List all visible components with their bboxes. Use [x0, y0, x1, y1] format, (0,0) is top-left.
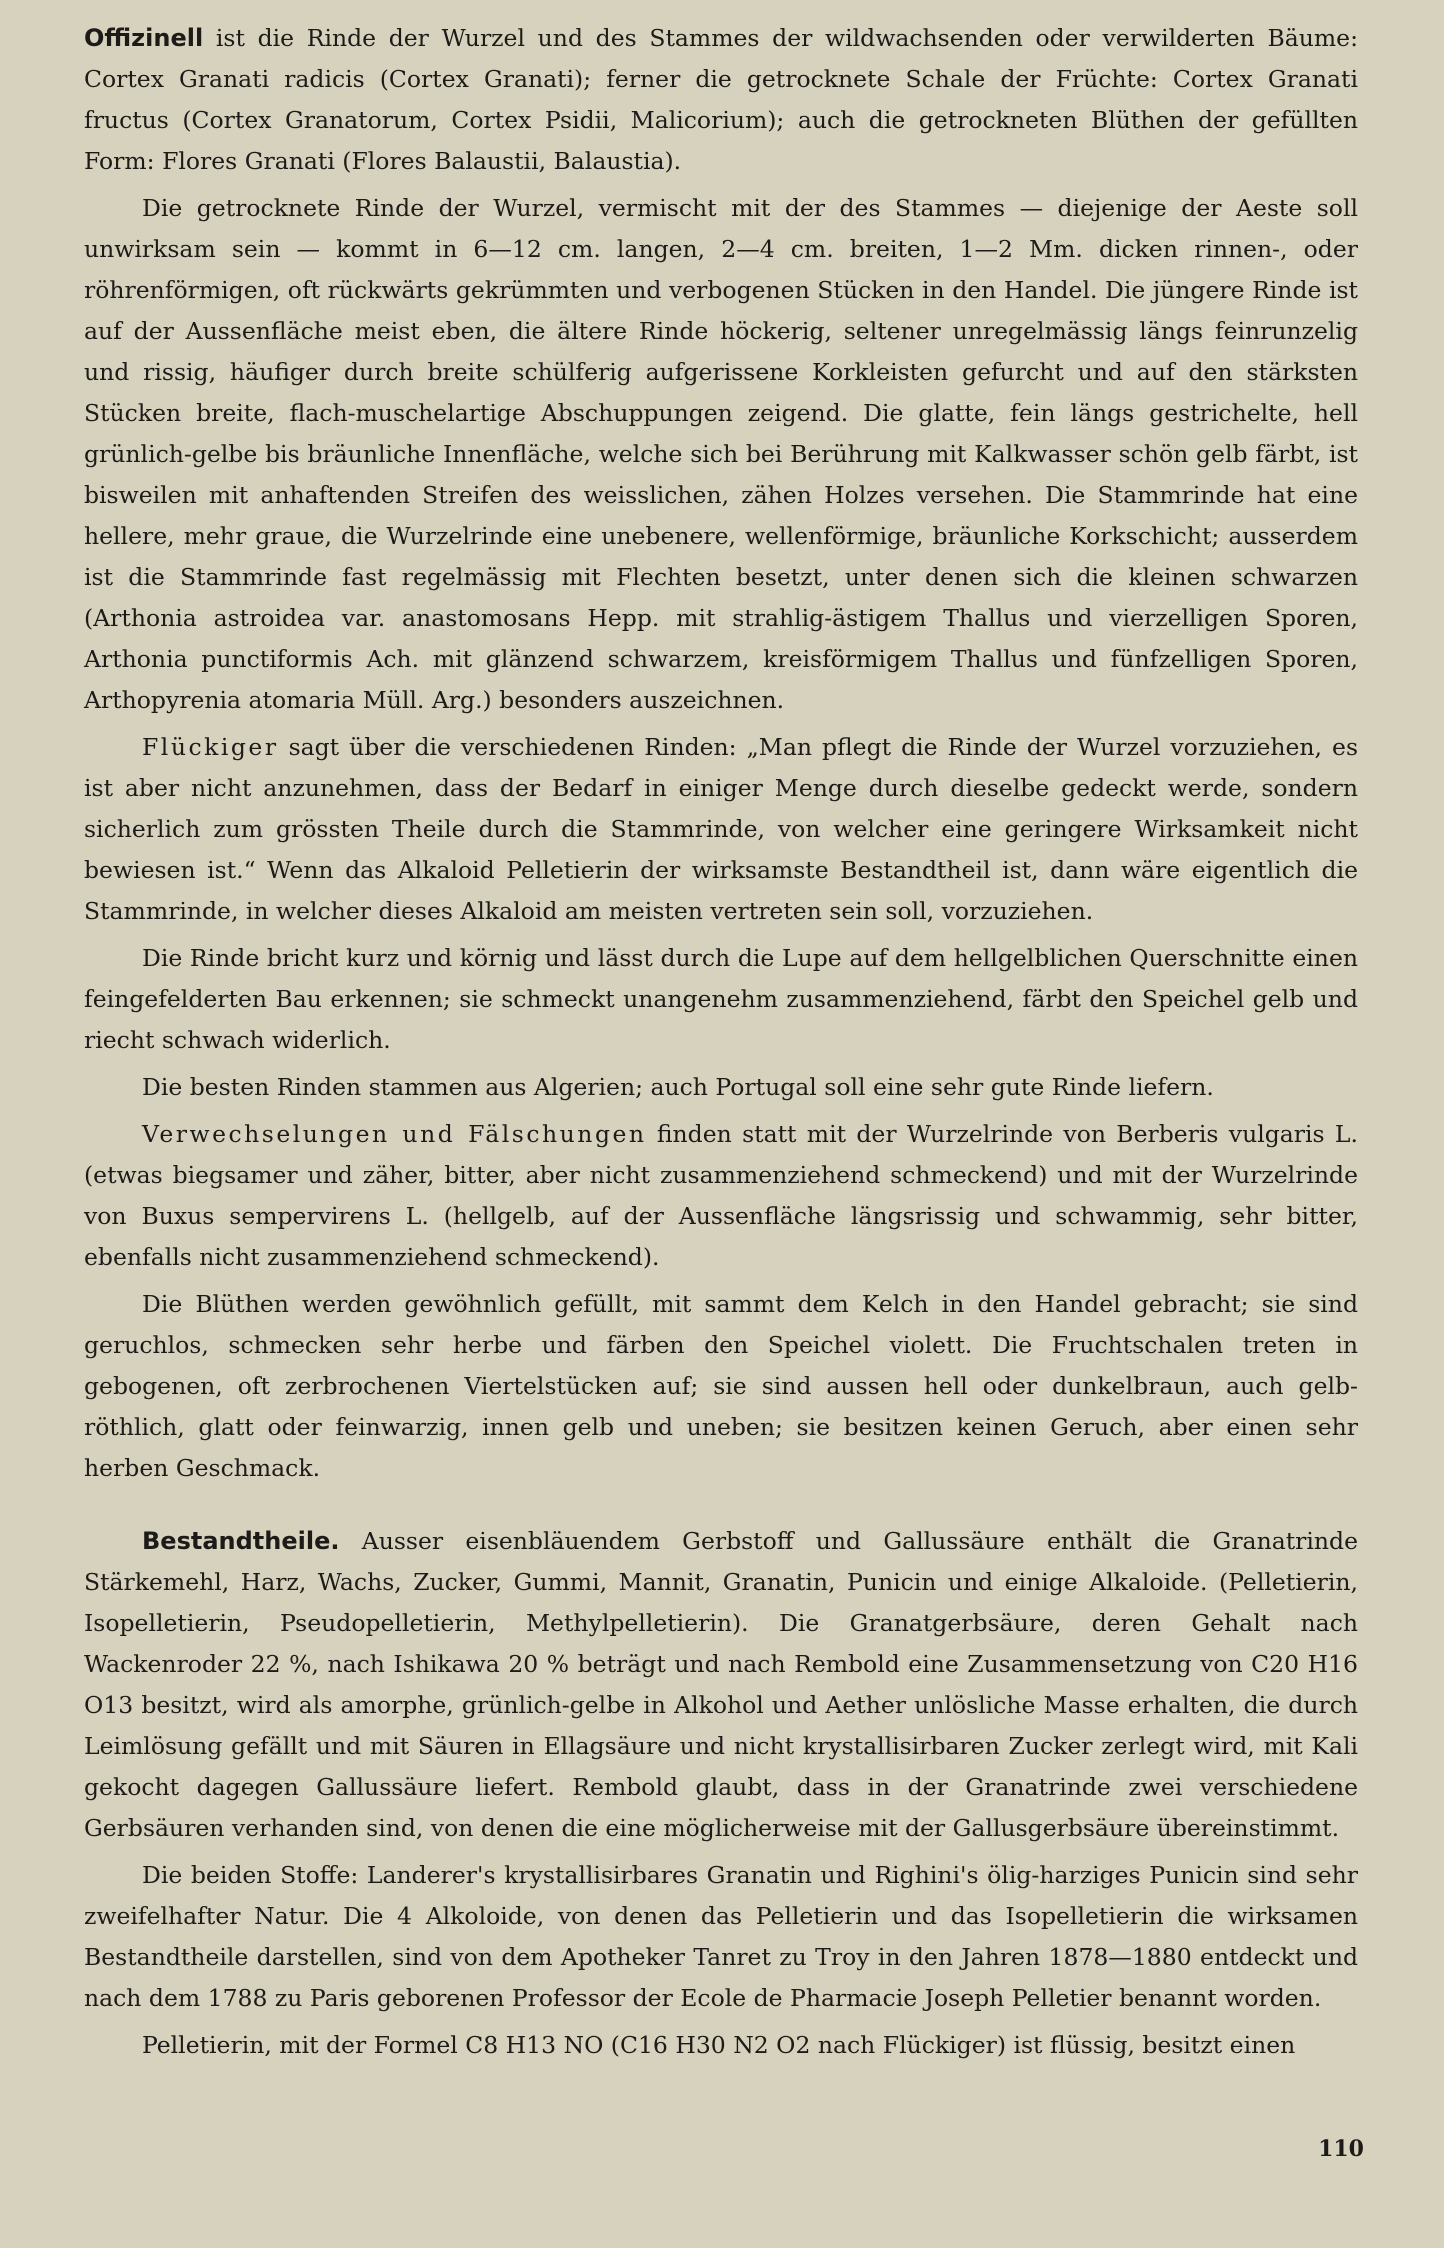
paragraph-pelletierin — [84, 2025, 1358, 2066]
paragraph-text: Die getrocknete Rinde der Wurzel, vermischt mit der des Stammes — diejenige der Aeste soll unwirksam sein — kommt in 6—12 cm. langen, 2—4 cm. breiten, 1—2 Mm. dicken rinnen-, oder röhrenförmigen, oft rückwärts gekrümmten und verbogenen Stücken in den Handel. Die jüngere Rinde ist auf der Aussenfläche meist eben, die ältere Rinde höckerig, seltener unregelmässig längs feinrunzelig und rissig, häufiger durch breite schülferig aufgerissene Korkleisten gefurcht und auf den stärksten Stücken breite, flach-muschelartige Abschuppungen zeigend. Die glatte, fein längs gestrichelte, hell grünlich-gelbe bis bräunliche Innenfläche, welche sich bei Berührung mit Kalkwasser schön gelb färbt, ist bisweilen mit anhaftenden Streifen des weisslichen, zähen Holzes versehen. Die Stammrinde hat eine hellere, mehr graue, die Wurzelrinde eine unebenere, wellenförmige, bräunliche Korkschicht; ausserdem ist die Stammrinde fast regelmässig mit Flechten besetzt, unter denen sich die kleinen schwarzen (Arthonia astroidea var. anastomosans Hepp. mit strahlig-ästigem Thallus und vierzelligen Sporen, Arthonia punctiformis Ach. mit glänzend schwarzem, kreisförmigem Thallus und fünfzelligen Sporen, Arthopyrenia atomaria Müll. Arg.) besonders auszeichnen. — [84, 194, 1358, 714]
paragraph-text: ist die Rinde der Wurzel und des Stammes der wildwachsenden oder verwilderten Bäume: Cortex Granati radicis (Cortex Granati); ferner die getrocknete Schale der Früchte: Cortex Granati fructus (Cortex Granatorum, Cortex Psidii, Malicorium); auch die getrockneten Blüthen der gefüllten Form: Flores Granati (Flores Balaustii, Balaustia). — [84, 24, 1358, 175]
paragraph-text: Die beiden Stoffe: Landerer's krystallisirbares Granatin und Righini's ölig-harziges Punicin sind sehr zweifelhafter Natur. Die 4 Alkoloide, von denen das Pelletierin und das Isopelletierin die wirksamen Bestandtheile darstellen, sind von dem Apotheker Tanret zu Troy in den Jahren 1878—1880 entdeckt und nach dem 1788 zu Paris geborenen Professor der Ecole de Pharmacie Joseph Pelletier benannt worden. — [84, 1861, 1358, 2012]
spaced-term: Verwechselungen und Fälschungen — [142, 1120, 647, 1148]
paragraph-herkunft — [84, 1067, 1358, 1108]
author-name: Flückiger — [142, 733, 279, 761]
page-number: 110 — [1318, 2136, 1364, 2162]
section-gap — [84, 1495, 1358, 1521]
paragraph-rinde-description — [84, 188, 1358, 721]
paragraph-text: Die Blüthen werden gewöhnlich gefüllt, mit sammt dem Kelch in den Handel gebracht; sie sind geruchlos, schmecken sehr herbe und färben den Speichel violett. Die Fruchtschalen treten in gebogenen, oft zerbrochenen Viertelstücken auf; sie sind aussen hell oder dunkelbraun, auch gelb-röthlich, glatt oder feinwarzig, innen gelb und uneben; sie besitzen keinen Geruch, aber einen sehr herben Geschmack. — [84, 1290, 1358, 1482]
paragraph-text: sagt über die verschiedenen Rinden: „Man pflegt die Rinde der Wurzel vorzuziehen, es ist aber nicht anzunehmen, dass der Bedarf in einiger Menge durch dieselbe gedeckt werde, sondern sicherlich zum grössten Theile durch die Stammrinde, von welcher eine geringere Wirksamkeit nicht bewiesen ist.“ Wenn das Alkaloid Pelletierin der wirksamste Bestandtheil ist, dann wäre eigentlich die Stammrinde, in welcher dieses Alkaloid am meisten vertreten sein soll, vorzuziehen. — [84, 733, 1358, 925]
paragraph-offizinell — [84, 18, 1358, 182]
paragraph-bluethen — [84, 1284, 1358, 1489]
paragraph-text: Pelletierin, mit der Formel C8 H13 NO (C16 H30 N2 O2 nach Flückiger) ist flüssig, besitzt einen — [142, 2031, 1296, 2059]
paragraph-text: finden statt mit der Wurzelrinde von Berberis vulgaris L. (etwas biegsamer und zäher, bitter, aber nicht zusammenziehend schmeckend) und mit der Wurzelrinde von Buxus sempervirens L. (hellgelb, auf der Aussenfläche längsrissig und schwammig, sehr bitter, ebenfalls nicht zusammenziehend schmeckend). — [84, 1120, 1358, 1271]
paragraph-bruch — [84, 938, 1358, 1061]
heading-bestandtheile: Bestandtheile. — [142, 1527, 340, 1555]
paragraph-text: Die Rinde bricht kurz und körnig und lässt durch die Lupe auf dem hellgelblichen Querschnitte einen feingefelderten Bau erkennen; sie schmeckt unangenehm zusammenziehend, färbt den Speichel gelb und riecht schwach widerlich. — [84, 944, 1358, 1054]
paragraph-text: Ausser eisenbläuendem Gerbstoff und Gallussäure enthält die Granatrinde Stärkemehl, Harz, Wachs, Zucker, Gummi, Mannit, Granatin, Punicin und einige Alkaloide. (Pelletierin, Isopelletierin, Pseudopelletierin, Methylpelletierin). Die Granatgerbsäure, deren Gehalt nach Wackenroder 22 %, nach Ishikawa 20 % beträgt und nach Rembold eine Zusammensetzung von C20 H16 O13 besitzt, wird als amorphe, grünlich-gelbe in Alkohol und Aether unlösliche Masse erhalten, die durch Leimlösung gefällt und mit Säuren in Ellagsäure und nicht krystallisirbaren Zucker zerlegt wird, mit Kali gekocht dagegen Gallussäure liefert. Rembold glaubt, dass in der Granatrinde zwei verschiedene Gerbsäuren verhanden sind, von denen die eine möglicherweise mit der Gallusgerbsäure übereinstimmt. — [84, 1527, 1358, 1842]
paragraph-stoffe — [84, 1855, 1358, 2019]
paragraph-text: Die besten Rinden stammen aus Algerien; auch Portugal soll eine sehr gute Rinde liefern. — [142, 1073, 1214, 1101]
paragraph-bestandtheile — [84, 1521, 1358, 1849]
heading-offizinell: Offizinell — [84, 24, 204, 52]
paragraph-flueckiger — [84, 727, 1358, 932]
paragraph-verwechselungen — [84, 1114, 1358, 1278]
